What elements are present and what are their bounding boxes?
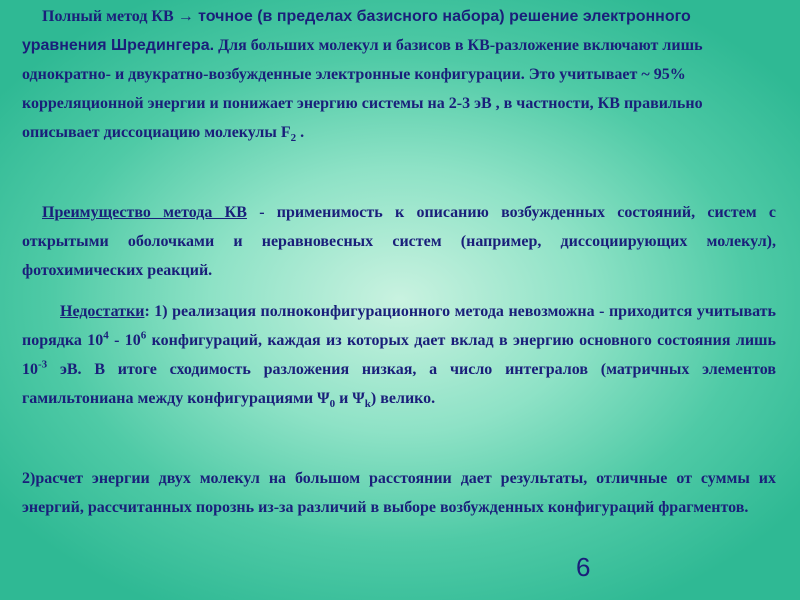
advantage-heading: Преимущество метода КВ	[42, 204, 247, 221]
exponent-6: 6	[140, 329, 147, 342]
disadvantages-heading: Недостатки	[60, 303, 145, 320]
full-ci-exact-solution: → точное (в пределах базисного набора) решение электронного уравнения Шредингера.	[22, 8, 691, 54]
disadvantages-text-6: ) велико.	[370, 390, 436, 407]
disadvantages-text-3: конфигураций, каждая из которых дает вклад в энергию основного состояния лишь 10	[22, 332, 777, 378]
psi-k-subscript: k	[364, 398, 371, 411]
paragraph-advantage	[22, 198, 776, 285]
exponent-minus-3: -3	[38, 358, 48, 371]
paragraph-full-ci-method	[22, 2, 776, 147]
exponent-4: 4	[103, 329, 109, 342]
advantage-text: - применимость к описанию возбужденных состояний, систем с открытыми оболочками и неравновесных систем (например, диссоциирующих молекул), фотохимических реакций.	[22, 204, 777, 279]
paragraph-disadvantages	[22, 297, 776, 413]
full-ci-lead: Полный метод КВ	[42, 8, 178, 25]
slide-number: 6	[576, 552, 591, 582]
paragraph-second-point	[22, 464, 776, 522]
second-point-text: 2)расчет энергии двух молекул на большом расстоянии дает результаты, отличные от суммы их энергий, рассчитанных порознь из-за различий в выборе возбужденных конфигураций фрагментов.	[22, 470, 776, 516]
f2-subscript: 2	[290, 132, 297, 145]
disadvantages-text-4: эВ. В итоге сходимость разложения низкая, а число интегралов (матричных элементов гамильтониана между конфигурациями Ψ	[22, 361, 776, 407]
psi-0-subscript: 0	[329, 398, 336, 411]
disadvantages-text-1: : 1) реализация полноконфигурационного метода невозможна - приходится учитывать порядка 10	[22, 303, 776, 349]
full-ci-end: .	[296, 124, 305, 141]
disadvantages-text-2: - 10	[108, 332, 141, 349]
full-ci-description: Для больших молекул и базисов в КВ-разложение включают лишь однократно- и двукратно-возбужденные электронные конфигурации. Это учитывает ~ 95% корреляционной энергии и понижает энергию системы на 2-3 эВ , в частности, КВ правильно описывает диссоциацию молекулы F	[22, 37, 703, 141]
disadvantages-text-5: и Ψ	[335, 390, 365, 407]
